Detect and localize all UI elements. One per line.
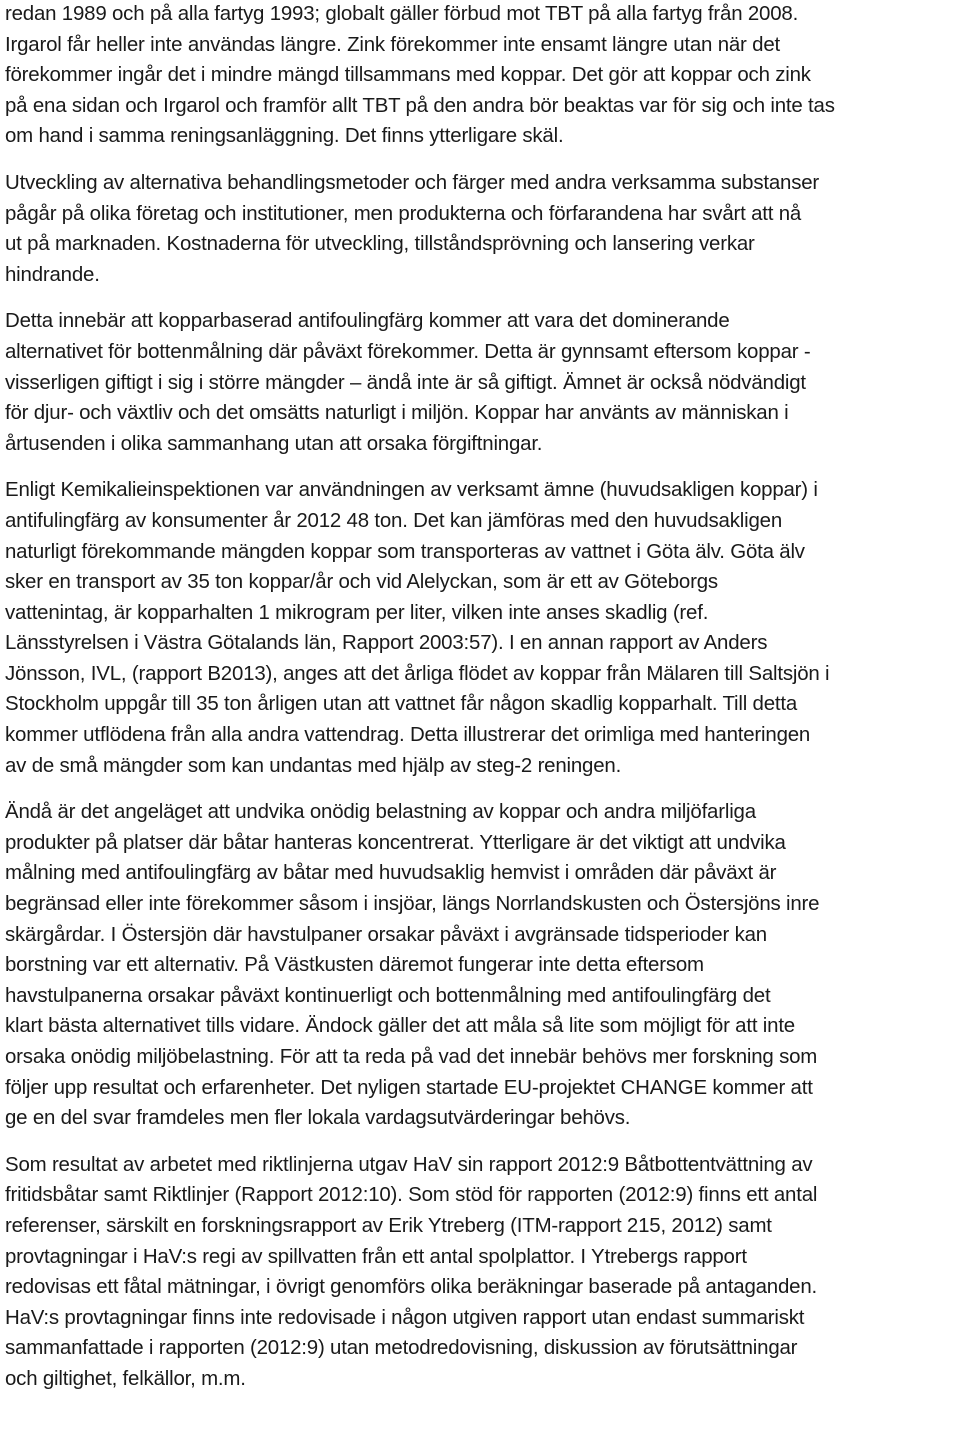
text-line: Som resultat av arbetet med riktlinjerna utgav HaV sin rapport 2012:9 Båtbottentvättning av <box>5 1152 813 1176</box>
text-line: referenser, särskilt en forskningsrapport av Erik Ytreberg (ITM-rapport 215, 2012) samt <box>5 1213 772 1237</box>
text-line: orsaka onödig miljöbelastning. För att ta reda på vad det innebär behövs mer forskning som <box>5 1045 818 1068</box>
text-line: begränsad eller inte förekommer såsom i insjöar, längs Norrlandskusten och Östersjöns inre <box>5 892 820 916</box>
text-line: skärgårdar. I Östersjön där havstulpaner orsakar påväxt i avgränsade tidsperioder kan <box>5 922 767 946</box>
text-line: havstulpanerna orsakar påväxt kontinuerligt och bottenmålning med antifoulingfärg det <box>5 983 771 1007</box>
text-line: produkter på platser där båtar hanteras koncentrerat. Ytterligare är det viktigt att undvika <box>5 830 786 854</box>
text-line: och giltighet, felkällor, m.m. <box>5 1366 246 1390</box>
text-line: fritidsbåtar samt Riktlinjer (Rapport 2012:10). Som stöd för rapporten (2012:9) finns ett antal <box>5 1183 818 1207</box>
text-line: sker en transport av 35 ton koppar/år och vid Alelyckan, som är ett av Göteborgs <box>5 570 718 594</box>
text-line: antifulingfärg av konsumenter år 2012 48 ton. Det kan jämföras med den huvudsakligen <box>5 508 783 532</box>
text-line: ge en del svar framdeles men fler lokala vardagsutvärderingar behövs. <box>5 1106 631 1130</box>
text-line: Ändå är det angeläget att undvika onödig belastning av koppar och andra miljöfarliga <box>5 800 756 824</box>
text-line: målning med antifoulingfärg av båtar med huvudsaklig hemvist i områden där påväxt är <box>5 861 777 885</box>
text-line: hindrande. <box>5 262 100 286</box>
text-line: av de små mängder som kan undantas med hjälp av steg-2 reningen. <box>5 753 622 777</box>
text-line: om hand i samma reningsanläggning. Det finns ytterligare skäl. <box>5 124 564 148</box>
text-line: Enligt Kemikalieinspektionen var användningen av verksamt ämne (huvudsakligen koppar) i <box>5 478 818 502</box>
text-line: Jönsson, IVL, (rapport B2013), anges att det årliga flödet av koppar från Mälaren till Saltsjön i <box>5 661 830 685</box>
paragraph <box>5 306 960 459</box>
paragraph <box>5 475 960 781</box>
text-line: visserligen giftigt i sig i större mängder – ändå inte är så giftigt. Ämnet är också nödvändigt <box>5 370 806 394</box>
text-line: förekommer ingår det i mindre mängd tillsammans med koppar. Det gör att koppar och zink <box>5 63 811 87</box>
text-line: naturligt förekommande mängden koppar som transporteras av vattnet i Göta älv. Göta älv <box>5 539 805 563</box>
text-line: redan 1989 och på alla fartyg 1993; globalt gäller förbud mot TBT på alla fartyg från 2008. <box>5 2 799 25</box>
text-line: kommer utflödena från alla andra vattendrag. Detta illustrerar det orimliga med hanteringen <box>5 723 811 747</box>
text-line: redovisas ett fåtal mätningar, i övrigt genomförs olika beräkningar baserade på antaganden. <box>5 1275 817 1299</box>
paragraph <box>5 168 960 290</box>
text-line: för djur- och växtliv och det omsätts naturligt i miljön. Koppar har använts av människan i <box>5 401 789 425</box>
text-line: sammanfattade i rapporten (2012:9) utan metodredovisning, diskussion av förutsättningar <box>5 1336 798 1360</box>
text-line: Utveckling av alternativa behandlingsmetoder och färger med andra verksamma substanser <box>5 170 820 194</box>
text-line: Stockholm uppgår till 35 ton årligen utan att vattnet får någon skadlig kopparhalt. Till detta <box>5 692 798 716</box>
text-line: borstning var ett alternativ. På Västkusten däremot fungerar inte detta eftersom <box>5 953 704 977</box>
text-line: Länsstyrelsen i Västra Götalands län, Rapport 2003:57). I en annan rapport av Anders <box>5 631 768 655</box>
text-line: HaV:s provtagningar finns inte redovisade i någon utgiven rapport utan endast summariskt <box>5 1305 805 1329</box>
text-line: klart bästa alternativet tills vidare. Ändock gäller det att måla så lite som möjligt för att inte <box>5 1014 795 1038</box>
text-line: pågår på olika företag och institutioner, men produkterna och förfarandena har svårt att nå <box>5 201 802 225</box>
paragraph <box>5 1150 960 1395</box>
text-line: ut på marknaden. Kostnaderna för utveckling, tillståndsprövning och lansering verkar <box>5 232 755 256</box>
text-line: Irgarol får heller inte användas längre. Zink förekommer inte ensamt längre utan när det <box>5 32 781 56</box>
document-page <box>5 0 960 1411</box>
paragraph <box>5 797 960 1134</box>
text-line: på ena sidan och Irgarol och framför allt TBT på den andra bör beaktas var för sig och inte tas <box>5 93 835 117</box>
text-line: Detta innebär att kopparbaserad antifoulingfärg kommer att vara det dominerande <box>5 309 730 333</box>
text-line: alternativet för bottenmålning där påväxt förekommer. Detta är gynnsamt eftersom koppar - <box>5 339 811 363</box>
text-line: vattenintag, är kopparhalten 1 mikrogram per liter, vilken inte anses skadlig (ref. <box>5 600 709 624</box>
text-line: årtusenden i olika sammanhang utan att orsaka förgiftningar. <box>5 431 543 455</box>
text-line: följer upp resultat och erfarenheter. Det nyligen startade EU-projektet CHANGE kommer att <box>5 1075 813 1099</box>
text-line: provtagningar i HaV:s regi av spillvatten från ett antal spolplattor. I Ytrebergs rapport <box>5 1244 747 1268</box>
paragraph <box>5 0 960 152</box>
